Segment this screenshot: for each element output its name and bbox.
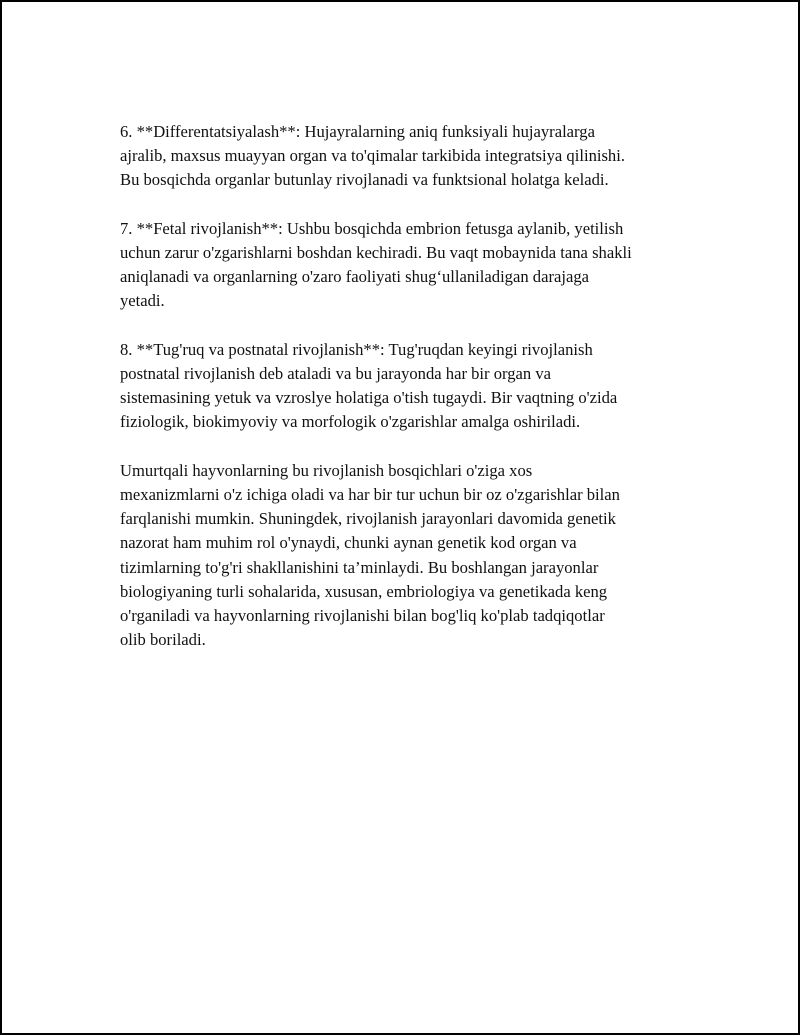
text-line: farqlanishi mumkin. Shuningdek, rivojlanish jarayonlari davomida genetik <box>120 509 616 529</box>
text-line: 8. **Tug'ruq va postnatal rivojlanish**: Tug'ruqdan keyingi rivojlanish <box>120 339 593 359</box>
paragraph-differentiation <box>120 120 705 193</box>
text-line: uchun zarur o'zgarishlarni boshdan kechiradi. Bu vaqt mobaynida tana shakli <box>120 243 632 262</box>
text-line: 6. **Differentatsiyalash**: Hujayralarning aniq funksiyali hujayralarga <box>120 122 595 141</box>
text-line: 7. **Fetal rivojlanish**: Ushbu bosqichda embrion fetusga aylanib, yetilish <box>120 218 624 238</box>
text-line: Umurtqali hayvonlarning bu rivojlanish bosqichlari o'ziga xos <box>120 460 533 480</box>
text-line: mexanizmlarni o'z ichiga oladi va har bir tur uchun bir oz o'zgarishlar bilan <box>120 485 620 504</box>
text-line: o'rganiladi va hayvonlarning rivojlanishi bilan bog'liq ko'plab tadqiqotlar <box>120 606 605 626</box>
text-line: fiziologik, biokimyoviy va morfologik o'zgarishlar amalga oshiriladi. <box>120 412 581 432</box>
text-line: Bu bosqichda organlar butunlay rivojlanadi va funktsional holatga keladi. <box>120 170 609 190</box>
text-line: aniqlanadi va organlarning o'zaro faoliyati shug‘ullaniladigan darajaga <box>120 267 589 287</box>
text-line: postnatal rivojlanish deb ataladi va bu jarayonda har bir organ va <box>120 364 551 383</box>
paragraph-conclusion <box>120 459 705 653</box>
document-body <box>120 120 705 677</box>
text-line: tizimlarning to'g'ri shakllanishini ta’minlaydi. Bu boshlangan jarayonlar <box>120 557 599 577</box>
text-line: biologiyaning turli sohalarida, xususan, embriologiya va genetikada keng <box>120 581 608 601</box>
paragraph-fetal-development <box>120 217 705 314</box>
text-line: yetadi. <box>120 291 165 311</box>
text-line: ajralib, maxsus muayyan organ va to'qimalar tarkibida integratsiya qilinishi. <box>120 146 625 166</box>
paragraph-postnatal-development <box>120 338 705 435</box>
text-line: sistemasining yetuk va vzroslye holatiga o'tish tugaydi. Bir vaqtning o'zida <box>120 388 618 408</box>
text-line: nazorat ham muhim rol o'ynaydi, chunki aynan genetik kod organ va <box>120 533 577 553</box>
text-line: olib boriladi. <box>120 630 206 650</box>
